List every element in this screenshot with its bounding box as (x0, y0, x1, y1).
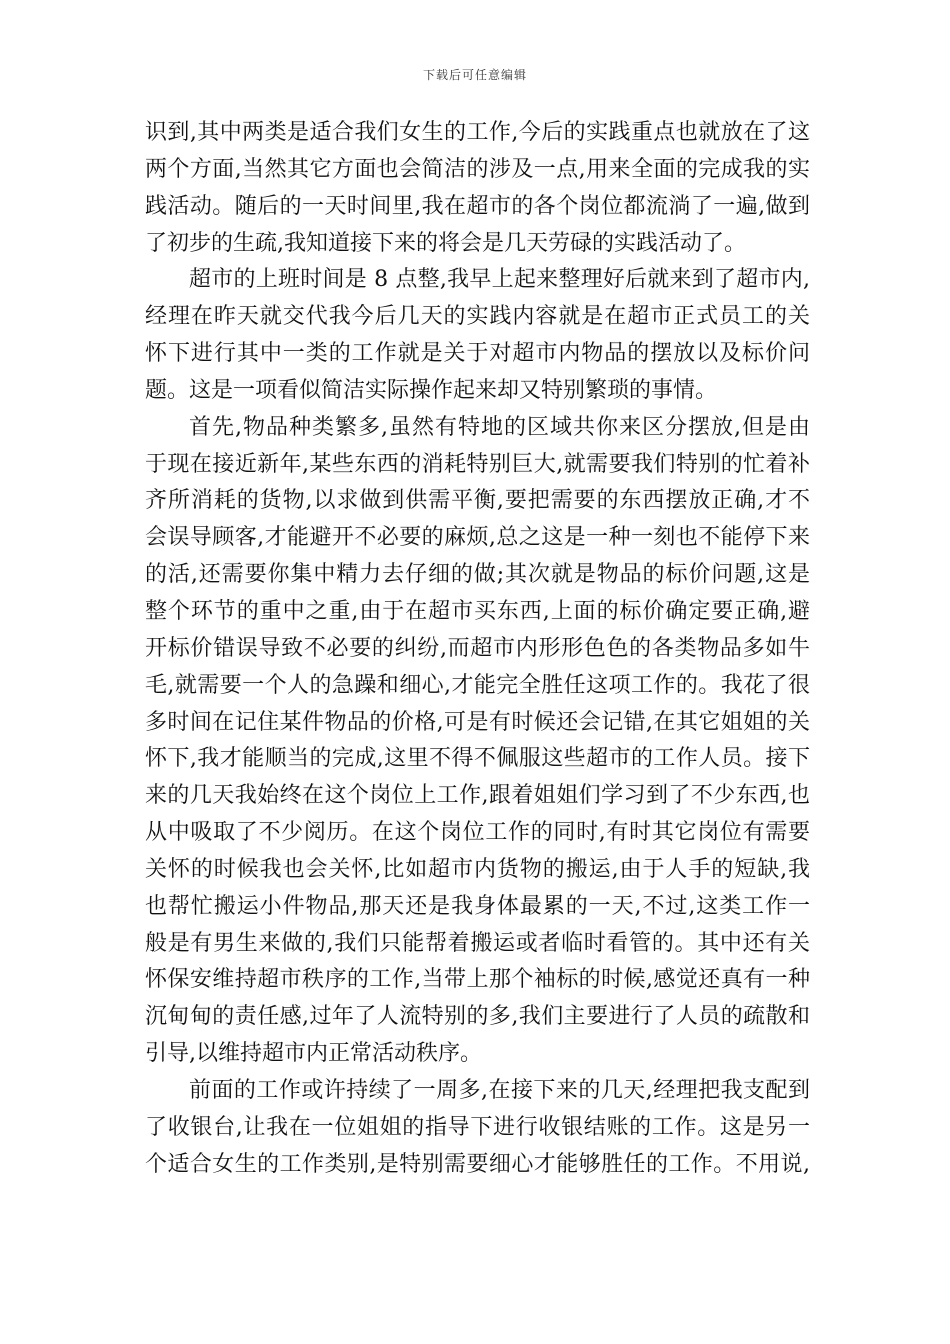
text-line: 识到,其中两类是适合我们女生的工作,今后的实践重点也就放在了这 (145, 120, 810, 145)
text-line: 怀下,我才能顺当的完成,这里不得不佩服这些超市的工作人员。接下 (145, 746, 810, 772)
text-line: 首先,物品种类繁多,虽然有特地的区域共你来区分摆放,但是由 (189, 414, 810, 440)
text-line: 也帮忙搬运小件物品,那天还是我身体最累的一天,不过,这类工作一 (145, 893, 810, 919)
text-line: 前面的工作或许持续了一周多,在接下来的几天,经理把我支配到 (189, 1077, 810, 1103)
text-line: 两个方面,当然其它方面也会简洁的涉及一点,用来全面的完成我的实 (145, 156, 810, 182)
text-line: 了初步的生疏,我知道接下来的将会是几天劳碌的实践活动了。 (145, 230, 746, 256)
text-line: 引导,以维持超市内正常活动秩序。 (145, 1041, 482, 1067)
text-line: 的活,还需要你集中精力去仔细的做;其次就是物品的标价问题,这是 (145, 562, 810, 588)
text-line: 怀保安维持超市秩序的工作,当带上那个袖标的时候,感觉还真有一种 (145, 967, 810, 993)
text-line: 齐所消耗的货物,以求做到供需平衡,要把需要的东西摆放正确,才不 (145, 488, 810, 514)
text-line: 个适合女生的工作类别,是特别需要细心才能够胜任的工作。不用说, (145, 1151, 810, 1177)
document-body (145, 115, 810, 1183)
text-line: 践活动。随后的一天时间里,我在超市的各个岗位都流淌了一遍,做到 (145, 193, 810, 219)
text-line: 经理在昨天就交代我今后几天的实践内容就是在超市正式员工的关 (145, 304, 810, 330)
text-line: 怀下进行其中一类的工作就是关于对超市内物品的摆放以及标价问 (145, 341, 810, 367)
text-line: 沉甸甸的责任感,过年了人流特别的多,我们主要进行了人员的疏散和 (145, 1004, 810, 1030)
text-line: 题。这是一项看似简洁实际操作起来却又特别繁琐的事情。 (145, 377, 718, 403)
text-line: 关怀的时候我也会关怀,比如超市内货物的搬运,由于人手的短缺,我 (145, 856, 810, 882)
text-line: 从中吸取了不少阅历。在这个岗位工作的同时,有时其它岗位有需要 (145, 820, 810, 846)
text-line: 于现在接近新年,某些东西的消耗特别巨大,就需要我们特别的忙着补 (145, 451, 810, 477)
text-line: 多时间在记住某件物品的价格,可是有时候还会记错,在其它姐姐的关 (145, 709, 810, 735)
text-line: 来的几天我始终在这个岗位上工作,跟着姐姐们学习到了不少东西,也 (145, 783, 810, 809)
text-line: 超市的上班时间是 8 点整,我早上起来整理好后就来到了超市内, (189, 267, 810, 293)
text-line: 了收银台,让我在一位姐姐的指导下进行收银结账的工作。这是另一 (145, 1114, 810, 1140)
page-header: 下载后可任意编辑 (422, 68, 527, 82)
text-line: 开标价错误导致不必要的纠纷,而超市内形形色色的各类物品多如牛 (145, 635, 810, 661)
text-line: 般是有男生来做的,我们只能帮着搬运或者临时看管的。其中还有关 (145, 930, 810, 956)
text-line: 会误导顾客,才能避开不必要的麻烦,总之这是一种一刻也不能停下来 (145, 525, 810, 551)
text-line: 毛,就需要一个人的急躁和细心,才能完全胜任这项工作的。我花了很 (145, 672, 810, 698)
text-line: 整个环节的重中之重,由于在超市买东西,上面的标价确定要正确,避 (145, 598, 810, 624)
